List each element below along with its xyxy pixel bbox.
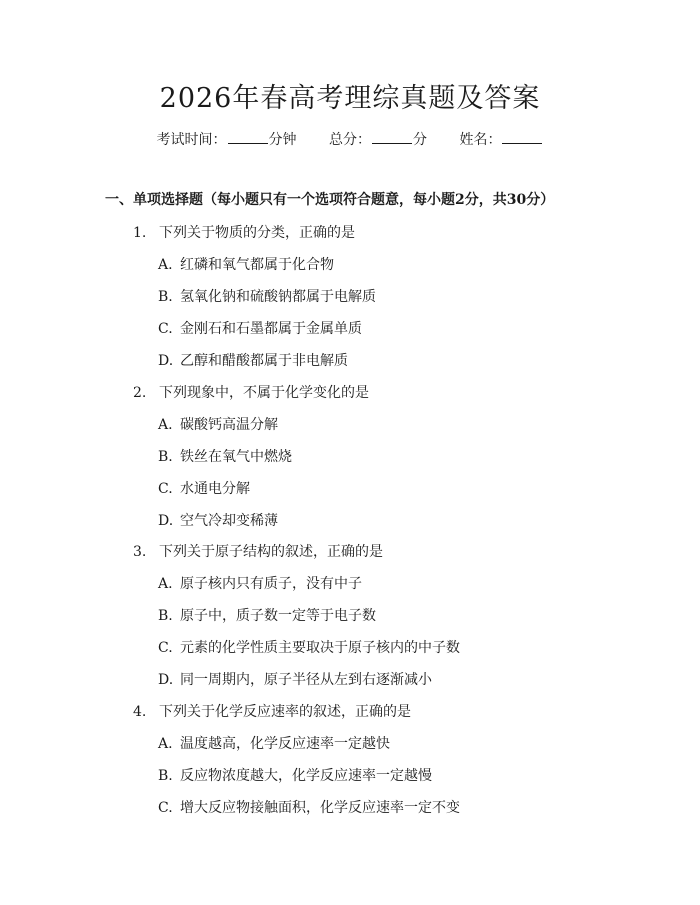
time-unit: 分钟 <box>268 132 297 148</box>
question-1-option-b <box>158 286 376 308</box>
score-field <box>329 129 427 151</box>
question-text: 下列现象中，不属于化学变化的是 <box>159 385 369 401</box>
exam-title: 2026年春高考理综真题及答案 <box>159 83 541 114</box>
option-letter: A. <box>158 736 173 752</box>
option-letter: B. <box>158 449 173 465</box>
option-text: 红磷和氧气都属于化合物 <box>180 257 334 273</box>
option-letter: A. <box>158 257 173 273</box>
question-1 <box>133 222 355 244</box>
question-2-option-b <box>158 446 292 468</box>
score-label: 总分： <box>329 132 371 148</box>
question-text: 下列关于原子结构的叙述，正确的是 <box>159 544 383 560</box>
option-letter: D. <box>158 672 174 688</box>
option-letter: C. <box>158 640 173 656</box>
section-header: 一、单项选择题（每小题只有一个选项符合题意，每小题2分，共30分） <box>105 192 555 208</box>
option-text: 乙醇和醋酸都属于非电解质 <box>180 353 348 369</box>
question-4-option-b <box>158 765 432 787</box>
score-unit: 分 <box>413 132 427 148</box>
option-text: 同一周期内，原子半径从左到右逐渐减小 <box>180 672 432 688</box>
option-text: 元素的化学性质主要取决于原子核内的中子数 <box>180 640 460 656</box>
question-3-option-b <box>158 605 376 627</box>
question-number: 3. <box>133 544 147 560</box>
question-text: 下列关于化学反应速率的叙述，正确的是 <box>159 704 411 720</box>
question-4-option-c <box>158 797 460 819</box>
option-letter: A. <box>158 576 173 592</box>
question-4-option-a <box>158 733 390 755</box>
option-text: 水通电分解 <box>180 481 250 497</box>
option-letter: A. <box>158 417 173 433</box>
time-field <box>157 129 297 151</box>
option-text: 金刚石和石墨都属于金属单质 <box>180 321 362 337</box>
exam-info-line <box>0 129 700 151</box>
question-2-option-c <box>158 478 250 500</box>
option-letter: C. <box>158 800 173 816</box>
question-number: 2. <box>133 385 147 401</box>
option-text: 空气冷却变稀薄 <box>180 513 278 529</box>
option-letter: D. <box>158 513 174 529</box>
option-text: 氢氧化钠和硫酸钠都属于电解质 <box>180 289 376 305</box>
option-text: 原子核内只有质子，没有中子 <box>180 576 362 592</box>
question-1-option-a <box>158 254 334 276</box>
question-4 <box>133 701 411 723</box>
question-3 <box>133 541 383 563</box>
question-3-option-c <box>158 637 460 659</box>
option-text: 反应物浓度越大，化学反应速率一定越慢 <box>180 768 432 784</box>
score-blank[interactable] <box>372 129 412 144</box>
option-text: 温度越高，化学反应速率一定越快 <box>180 736 390 752</box>
question-3-option-d <box>158 669 432 691</box>
option-letter: B. <box>158 608 173 624</box>
option-letter: D. <box>158 353 174 369</box>
question-1-option-c <box>158 318 362 340</box>
question-2-option-a <box>158 414 278 436</box>
name-field <box>459 129 543 151</box>
option-text: 碳酸钙高温分解 <box>180 417 278 433</box>
option-letter: B. <box>158 768 173 784</box>
time-blank[interactable] <box>228 129 268 144</box>
question-number: 1. <box>133 225 147 241</box>
option-text: 增大反应物接触面积，化学反应速率一定不变 <box>180 800 460 816</box>
question-1-option-d <box>158 350 348 372</box>
option-letter: C. <box>158 321 173 337</box>
time-label: 考试时间： <box>156 132 227 148</box>
name-blank[interactable] <box>502 129 542 144</box>
question-text: 下列关于物质的分类，正确的是 <box>159 225 355 241</box>
name-label: 姓名： <box>459 132 502 148</box>
question-2-option-d <box>158 510 278 532</box>
question-number: 4. <box>133 704 147 720</box>
option-text: 原子中，质子数一定等于电子数 <box>180 608 376 624</box>
question-2 <box>133 382 369 404</box>
option-letter: C. <box>158 481 173 497</box>
question-3-option-a <box>158 573 362 595</box>
option-text: 铁丝在氧气中燃烧 <box>180 449 292 465</box>
option-letter: B. <box>158 289 173 305</box>
